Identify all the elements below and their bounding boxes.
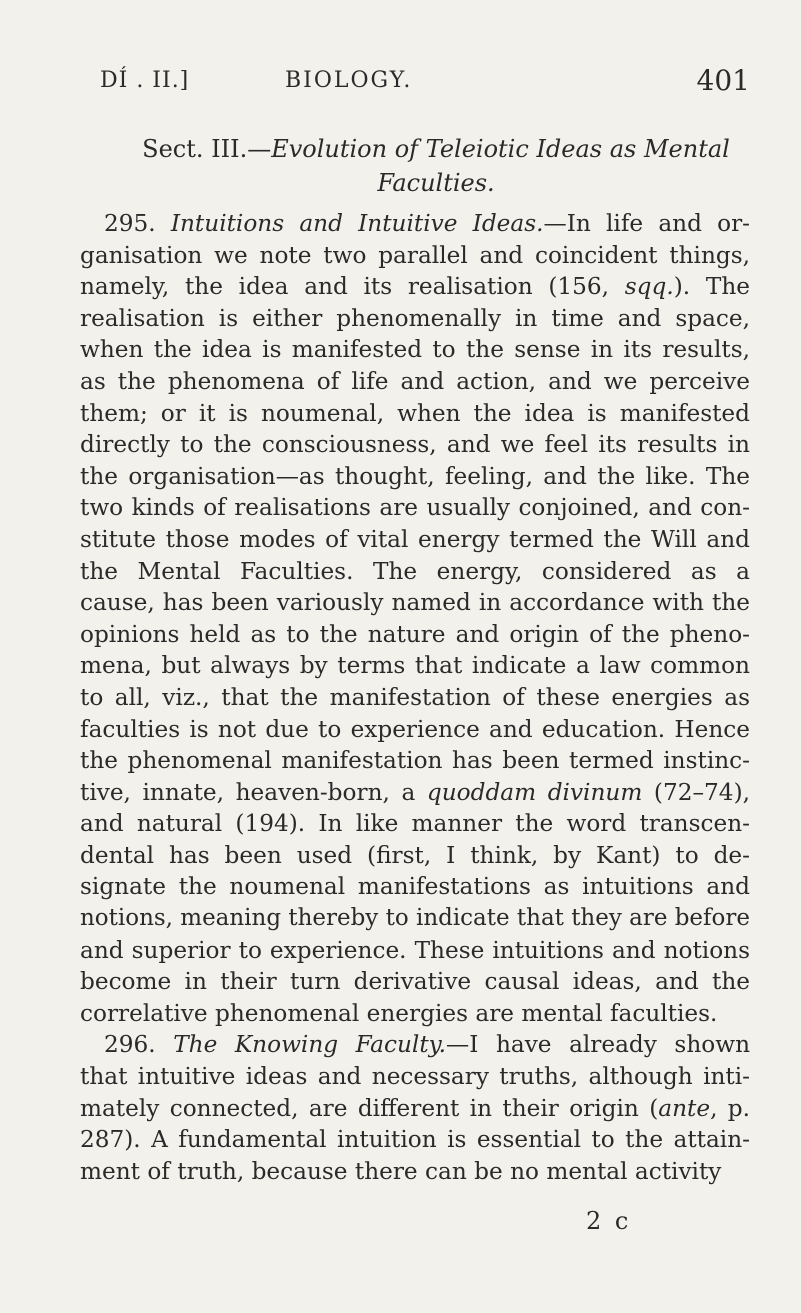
text-run: ganisation we note two parallel and coincident things, xyxy=(80,241,750,269)
text-line xyxy=(80,808,750,840)
text-run: tive, innate, heaven-born, a xyxy=(80,778,427,806)
italic-text: sqq. xyxy=(624,273,674,301)
text-run: ). The xyxy=(673,273,750,301)
text-run: —I have already shown xyxy=(446,1031,750,1059)
text-line xyxy=(80,840,750,872)
text-run: and superior to experience. These intuitions and notions xyxy=(80,936,750,964)
header-title: BIOLOGY. xyxy=(285,68,413,93)
text-line xyxy=(80,398,750,430)
text-run: the organisation—as thought, feeling, and the like. The xyxy=(80,462,750,490)
text-line xyxy=(80,1029,750,1061)
text-line xyxy=(80,650,750,682)
text-line xyxy=(80,745,750,777)
page-number: 401 xyxy=(696,64,750,97)
section-heading xyxy=(126,132,746,200)
text-run: as the phenomena of life and action, and we perceive xyxy=(80,367,750,395)
text-run: signate the noumenal manifestations as intuitions and xyxy=(80,873,750,901)
text-line xyxy=(80,966,750,998)
text-run: dental has been used (first, I think, by Kant) to de- xyxy=(80,841,750,869)
text-run: two kinds of realisations are usually conjoined, and con- xyxy=(80,494,750,522)
text-run: the Mental Faculties. The energy, considered as a xyxy=(80,557,750,585)
text-line xyxy=(80,935,750,967)
text-run: the phenomenal manifestation has been termed instinc- xyxy=(80,747,750,775)
text-run: opinions held as to the nature and origin of the pheno- xyxy=(80,620,750,648)
signature-mark: 2 c xyxy=(586,1207,632,1235)
text-run: 296. xyxy=(104,1031,174,1059)
text-line xyxy=(80,1124,750,1156)
text-run: ment of truth, because there can be no mental activity xyxy=(80,1157,722,1185)
text-line xyxy=(80,714,750,746)
text-line xyxy=(80,303,750,335)
section-label: Sect. III.— xyxy=(142,135,272,163)
text-line xyxy=(80,492,750,524)
text-line xyxy=(80,366,750,398)
text-line xyxy=(80,208,750,240)
text-run: that intuitive ideas and necessary truths, although inti- xyxy=(80,1063,750,1091)
text-run: directly to the consciousness, and we feel its results in xyxy=(80,431,750,459)
text-run: 295. xyxy=(104,210,171,237)
text-line xyxy=(80,619,750,651)
text-line xyxy=(80,777,750,809)
body-text xyxy=(80,208,750,1187)
text-run: mena, but always by terms that indicate a law common xyxy=(80,652,750,680)
header-division: DÍ . II.] xyxy=(100,68,190,93)
text-run: mately connected, are different in their origin ( xyxy=(80,1094,659,1122)
text-line xyxy=(80,903,750,935)
text-run: faculties is not due to experience and education. Hence xyxy=(80,715,750,743)
text-run: 287). A fundamental intuition is essential to the attain- xyxy=(80,1126,750,1154)
section-title-text-2: Faculties. xyxy=(377,169,495,197)
text-run: —In life and or- xyxy=(543,210,750,237)
text-line xyxy=(80,1061,750,1093)
text-line xyxy=(80,682,750,714)
text-line xyxy=(80,461,750,493)
text-run: cause, has been variously named in accordance with the xyxy=(80,589,750,617)
text-run: correlative phenomenal energies are mental faculties. xyxy=(80,999,718,1027)
text-run: realisation is either phenomenally in time and space, xyxy=(80,304,750,332)
text-line xyxy=(80,1156,750,1188)
text-run: , p. xyxy=(710,1094,750,1122)
text-line xyxy=(80,334,750,366)
text-run: namely, the idea and its realisation (156, xyxy=(80,273,625,301)
text-run: (72–74), xyxy=(642,778,750,806)
text-line xyxy=(80,1093,750,1125)
italic-text: ante xyxy=(658,1094,711,1122)
text-line xyxy=(80,271,750,303)
text-line xyxy=(80,240,750,272)
text-run: and natural (194). In like manner the word transcen- xyxy=(80,810,750,838)
italic-text: quoddam divinum xyxy=(426,778,643,806)
italic-text: Intuitions and Intuitive Ideas. xyxy=(170,210,544,237)
italic-text: The Knowing Faculty. xyxy=(173,1031,447,1059)
text-line xyxy=(80,587,750,619)
text-run: them; or it is noumenal, when the idea is manifested xyxy=(80,399,750,427)
text-line xyxy=(80,429,750,461)
section-title-text: Evolution of Teleiotic Ideas as Mental xyxy=(271,135,730,163)
text-run: when the idea is manifested to the sense in its results, xyxy=(80,336,750,364)
text-run: notions, meaning thereby to indicate that they are before xyxy=(80,905,750,932)
running-header xyxy=(100,64,750,104)
text-run: become in their turn derivative causal ideas, and the xyxy=(80,968,750,996)
text-line xyxy=(80,998,750,1030)
text-line xyxy=(80,871,750,903)
text-line xyxy=(80,524,750,556)
text-run: to all, viz., that the manifestation of these energies as xyxy=(80,683,750,711)
text-run: stitute those modes of vital energy termed the Will and xyxy=(80,525,750,553)
text-line xyxy=(80,556,750,588)
